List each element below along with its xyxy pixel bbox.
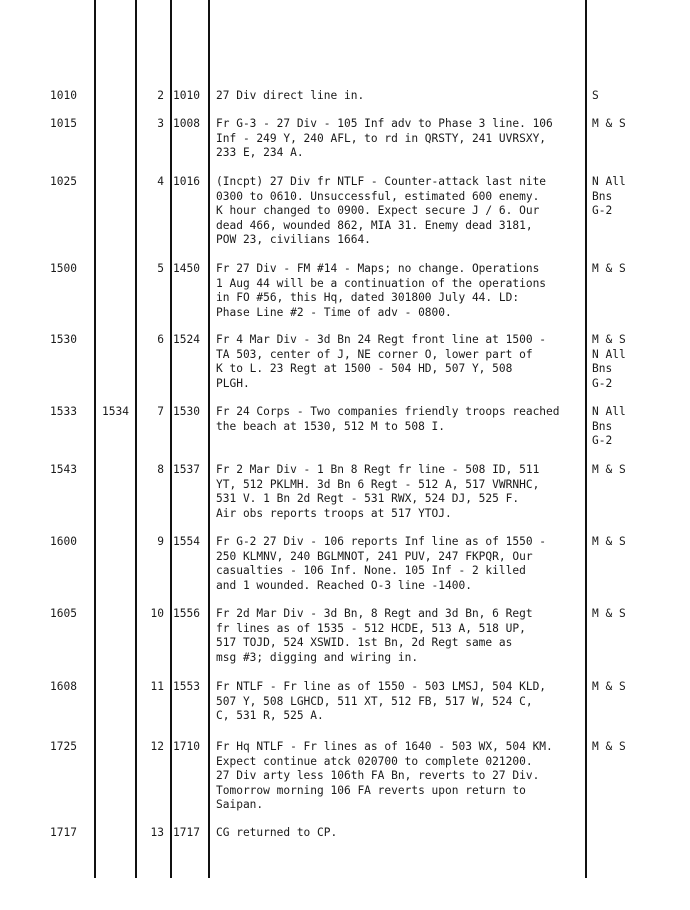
message-time: 1010 xyxy=(173,89,200,102)
message-text xyxy=(216,463,539,521)
message-text xyxy=(216,175,546,248)
action-line: Bns xyxy=(592,419,613,433)
action-taken xyxy=(592,405,626,449)
action-taken xyxy=(592,463,626,478)
time-in: 1010 xyxy=(50,89,77,102)
time-in: 1605 xyxy=(50,607,77,620)
message-line: 531 V. 1 Bn 2d Regt - 531 RWX, 524 DJ, 525 F. xyxy=(216,492,520,506)
message-line: and 1 wounded. Reached O-3 line -1400. xyxy=(216,578,472,592)
serial-number: 10 xyxy=(150,607,164,620)
action-line: N All xyxy=(592,175,626,188)
serial-number: 13 xyxy=(150,826,164,839)
message-line: Fr NTLF - Fr line as of 1550 - 503 LMSJ, 504 KLD, xyxy=(216,680,547,693)
action-taken xyxy=(592,175,626,219)
message-time: 1553 xyxy=(173,680,200,693)
message-time: 1710 xyxy=(173,740,200,753)
serial-number: 5 xyxy=(157,262,164,275)
message-time: 1016 xyxy=(173,175,200,188)
time-in: 1608 xyxy=(50,680,77,693)
time-out: 1534 xyxy=(102,405,129,418)
message-line: fr lines as of 1535 - 512 HCDE, 513 A, 518 UP, xyxy=(216,621,526,635)
message-line: Expect continue atck 020700 to complete 021200. xyxy=(216,754,533,768)
message-text xyxy=(216,740,553,813)
message-line: Fr 24 Corps - Two companies friendly troops reached xyxy=(216,405,560,418)
time-in: 1600 xyxy=(50,535,77,548)
action-line: N All xyxy=(592,405,626,418)
message-line: 0300 to 0610. Unsuccessful, estimated 600 enemy. xyxy=(216,189,540,203)
column-rule-action xyxy=(585,0,587,878)
action-taken xyxy=(592,740,626,755)
action-line: M & S xyxy=(592,262,626,275)
time-in: 1533 xyxy=(50,405,77,418)
message-line: YT, 512 PKLMH. 3d Bn 6 Regt - 512 A, 517 VWRNHC, xyxy=(216,477,540,491)
message-line: Fr 27 Div - FM #14 - Maps; no change. Operations xyxy=(216,262,540,275)
message-line: CG returned to CP. xyxy=(216,826,338,839)
action-taken xyxy=(592,607,626,622)
message-line: Inf - 249 Y, 240 AFL, to rd in QRSTY, 241 UVRSXY, xyxy=(216,131,547,145)
message-line: Phase Line #2 - Time of adv - 0800. xyxy=(216,305,452,319)
message-line: Air obs reports troops at 517 YTOJ. xyxy=(216,506,452,520)
message-text xyxy=(216,333,546,391)
action-line: M & S xyxy=(592,333,626,346)
time-in: 1725 xyxy=(50,740,77,753)
message-line: 250 KLMNV, 240 BGLMNOT, 241 PUV, 247 FKPQR, Our xyxy=(216,549,533,563)
message-line: Saipan. xyxy=(216,798,264,812)
action-line: M & S xyxy=(592,463,626,476)
message-line: msg #3; digging and wiring in. xyxy=(216,650,419,664)
message-time: 1717 xyxy=(173,826,200,839)
message-line: 233 E, 234 A. xyxy=(216,146,304,160)
message-line: 1 Aug 44 will be a continuation of the operations xyxy=(216,276,547,290)
message-text xyxy=(216,405,560,434)
serial-number: 2 xyxy=(157,89,164,102)
message-time: 1554 xyxy=(173,535,200,548)
message-time: 1524 xyxy=(173,333,200,346)
action-line: M & S xyxy=(592,680,626,693)
action-taken xyxy=(592,117,626,132)
action-line: Bns xyxy=(592,189,613,203)
action-line: G-2 xyxy=(592,376,613,390)
action-line: M & S xyxy=(592,740,626,753)
message-text xyxy=(216,826,337,841)
column-rule-serial xyxy=(170,0,172,878)
message-time: 1008 xyxy=(173,117,200,130)
message-time: 1450 xyxy=(173,262,200,275)
message-text xyxy=(216,680,546,724)
message-line: Fr G-2 27 Div - 106 reports Inf line as of 1550 - xyxy=(216,535,547,548)
message-line: K to L. 23 Regt at 1500 - 504 HD, 507 Y, 508 xyxy=(216,362,513,376)
message-line: Fr Hq NTLF - Fr lines as of 1640 - 503 WX, 504 KM. xyxy=(216,740,553,753)
message-text xyxy=(216,535,546,593)
message-line: Fr 2 Mar Div - 1 Bn 8 Regt fr line - 508 ID, 511 xyxy=(216,463,540,476)
time-in: 1015 xyxy=(50,117,77,130)
message-time: 1530 xyxy=(173,405,200,418)
action-line: Bns xyxy=(592,362,613,376)
time-in: 1543 xyxy=(50,463,77,476)
message-line: Fr 4 Mar Div - 3d Bn 24 Regt front line at 1500 - xyxy=(216,333,547,346)
action-line: G-2 xyxy=(592,204,613,218)
message-line: TA 503, center of J, NE corner O, lower part of xyxy=(216,347,533,361)
message-line: Fr G-3 - 27 Div - 105 Inf adv to Phase 3 line. 106 xyxy=(216,117,553,130)
action-line: M & S xyxy=(592,117,626,130)
message-text xyxy=(216,262,546,320)
message-line: 27 Div direct line in. xyxy=(216,89,365,102)
message-text xyxy=(216,117,553,161)
message-line: (Incpt) 27 Div fr NTLF - Counter-attack last nite xyxy=(216,175,547,188)
action-line: S xyxy=(592,89,599,102)
serial-number: 12 xyxy=(150,740,164,753)
action-taken xyxy=(592,262,626,277)
action-line: M & S xyxy=(592,607,626,620)
serial-number: 3 xyxy=(157,117,164,130)
message-time: 1537 xyxy=(173,463,200,476)
message-line: 27 Div arty less 106th FA Bn, reverts to 27 Div. xyxy=(216,769,540,783)
serial-number: 8 xyxy=(157,463,164,476)
serial-number: 6 xyxy=(157,333,164,346)
action-taken xyxy=(592,680,626,695)
column-rule-time-msg xyxy=(208,0,210,878)
time-in: 1500 xyxy=(50,262,77,275)
message-text xyxy=(216,607,533,665)
serial-number: 7 xyxy=(157,405,164,418)
message-line: in FO #56, this Hq, dated 301800 July 44. LD: xyxy=(216,291,520,305)
time-in: 1717 xyxy=(50,826,77,839)
message-time: 1556 xyxy=(173,607,200,620)
serial-number: 11 xyxy=(150,680,164,693)
time-in: 1530 xyxy=(50,333,77,346)
column-rule-left-margin xyxy=(94,0,96,878)
action-taken xyxy=(592,535,626,550)
action-taken xyxy=(592,89,599,104)
serial-number: 4 xyxy=(157,175,164,188)
message-line: 507 Y, 508 LGHCD, 511 XT, 512 FB, 517 W, 524 C, xyxy=(216,694,533,708)
time-in: 1025 xyxy=(50,175,77,188)
message-text xyxy=(216,89,364,104)
message-line: casualties - 106 Inf. None. 105 Inf - 2 killed xyxy=(216,564,526,578)
message-line: 517 TOJD, 524 XSWID. 1st Bn, 2d Regt same as xyxy=(216,636,513,650)
message-line: C, 531 R, 525 A. xyxy=(216,709,324,723)
column-rule-time-out xyxy=(135,0,137,878)
message-line: POW 23, civilians 1664. xyxy=(216,233,371,247)
message-line: K hour changed to 0900. Expect secure J / 6. Our xyxy=(216,204,540,218)
action-line: N All xyxy=(592,347,626,361)
action-taken xyxy=(592,333,626,391)
action-line: M & S xyxy=(592,535,626,548)
message-line: Tomorrow morning 106 FA reverts upon return to xyxy=(216,783,526,797)
serial-number: 9 xyxy=(157,535,164,548)
message-line: PLGH. xyxy=(216,376,250,390)
message-line: the beach at 1530, 512 M to 508 I. xyxy=(216,419,446,433)
action-line: G-2 xyxy=(592,434,613,448)
message-line: dead 466, wounded 862, MIA 31. Enemy dead 3181, xyxy=(216,218,533,232)
message-line: Fr 2d Mar Div - 3d Bn, 8 Regt and 3d Bn, 6 Regt xyxy=(216,607,533,620)
